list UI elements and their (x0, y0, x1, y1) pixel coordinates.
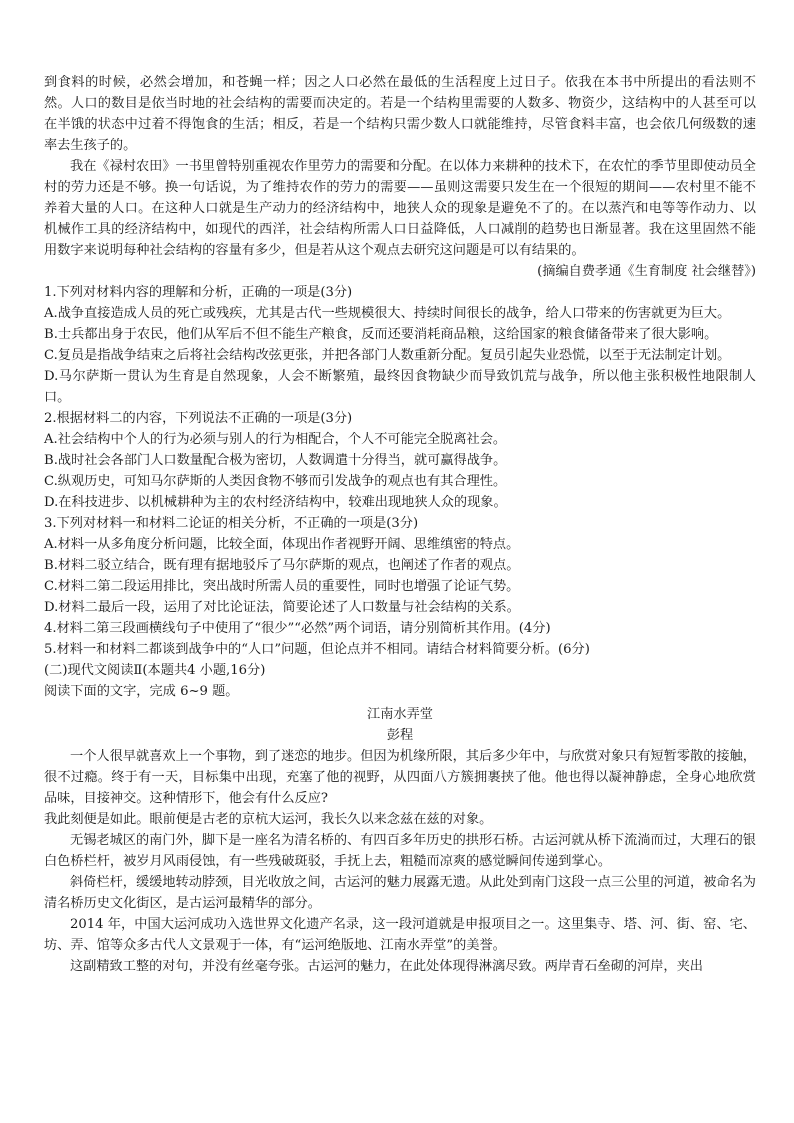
question-2-option-d: D.在科技进步、以机械耕种为主的农村经济结构中，较难出现地狭人众的现象。 (44, 495, 507, 510)
question-1-option-b: B.士兵都出身于农民，他们从军后不但不能生产粮食，反而还要消耗商品粮，这给国家的粮食储备带来了很大影响。 (44, 327, 718, 342)
question-1-option-c: C.复员是指战争结束之后将社会结构改弦更张，并把各部门人数重新分配。复员引起失业恐慌，以至于无法制定计划。 (44, 348, 731, 363)
passage2-paragraph: 这副精致工整的对句，并没有丝毫夸张。古运河的魅力，在此处体现得淋漓尽致。两岸青石垒砌的河岸，夹出 (70, 959, 703, 974)
section-instruction: 阅读下面的文字，完成 6~9 题。 (44, 684, 239, 699)
question-2-option-b: B.战时社会各部门人口数量配合极为密切，人数调遣十分得当，就可赢得战争。 (44, 453, 507, 468)
question-4: 4.材料二第三段画横线句子中使用了“很少”“必然”两个词语，请分别简析其作用。(4分) (44, 621, 551, 636)
passage2-paragraph: 我此刻便是如此。眼前便是古老的京杭大运河，我长久以来念兹在兹的对象。 (44, 812, 493, 827)
question-2-option-c: C.纵观历史，可知马尔萨斯的人类因食物不够而引发战争的观点也有其合理性。 (44, 474, 507, 489)
question-1-stem: 1.下列对材料内容的理解和分析，正确的一项是(3分) (44, 285, 353, 300)
section-heading: (二)现代文阅读Ⅱ(本题共4 小题,16分) (44, 663, 266, 678)
question-3-option-d: D.材料二最后一段，运用了对比论证法，简要论述了人口数量与社会结构的关系。 (44, 600, 520, 615)
source-citation: (摘编自费孝通《生育制度 社会继替》) (537, 264, 756, 279)
question-3-stem: 3.下列对材料一和材料二论证的相关分析，不正确的一项是(3分) (44, 516, 419, 531)
question-3-option-a: A.材料一从多角度分析问题，比较全面，体现出作者视野开阔、思维缜密的特点。 (44, 537, 520, 552)
question-5: 5.材料一和材料二都谈到战争中的“人口”问题，但论点并不相同。请结合材料简要分析。(6分) (44, 642, 590, 657)
exam-page (44, 72, 756, 977)
passage1-paragraph: 我在《禄村农田》一书里曾特别重视农作里劳力的需要和分配。在以体力来耕种的技术下，在农忙的季节里即使动员全村的劳力还是不够。换一句话说，为了维持农作的劳力的需要——虽则这需要只发生在一个很短的期间——农村里不能不养着大量的人口。在这种人口就是生产动力的经济结构中，地狭人众的现象是避免不了的。在以蒸汽和电等等作动力、以机械作工具的经济结构中，如现代的西洋，社会结构所需人口日益降低，人口减削的趋势也日渐显著。我在这里固然不能用数字来说明每种社会结构的容量有多少，但是若从这个观点去研究这问题是可以有结果的。 (44, 159, 756, 258)
question-2-stem: 2.根据材料二的内容，下列说法不正确的一项是(3分) (44, 411, 353, 426)
passage2-paragraph: 无锡老城区的南门外，脚下是一座名为清名桥的、有四百多年历史的拱形石桥。古运河就从桥下流淌而过，大理石的银白色桥栏杆，被岁月风雨侵蚀，有一些残破斑驳，手抚上去，粗糙而凉爽的感觉瞬间传递到掌心。 (44, 833, 756, 869)
question-3-option-c: C.材料二第二段运用排比，突出战时所需人员的重要性，同时也增强了论证气势。 (44, 579, 520, 594)
passage2-paragraph: 斜倚栏杆，缓缓地转动脖颈，目光收放之间，古运河的魅力展露无遗。从此处到南门这段一点三公里的河道，被命名为清名桥历史文化街区，是古运河最精华的部分。 (44, 875, 756, 911)
question-3-option-b: B.材料二驳立结合，既有理有据地驳斥了马尔萨斯的观点，也阐述了作者的观点。 (44, 558, 520, 573)
article-author: 彭程 (386, 728, 414, 743)
passage1-paragraph: 到食料的时候，必然会增加，和苍蝇一样；因之人口必然在最低的生活程度上过日子。依我在本书中所提出的看法则不然。人口的数目是依当时地的社会结构的需要而决定的。若是一个结构里需要的人数多、物资少，这结构中的人甚至可以在半饿的状态中过着不得饱食的生活；相反，若是一个结构只需少数人口就能维持，尽管食料丰富，也会依几何级数的速率去生孩子的。 (44, 75, 756, 153)
question-1-option-d: D.马尔萨斯一贯认为生育是自然现象，人会不断繁殖，最终因食物缺少而导致饥荒与战争，所以他主张积极性地限制人口。 (44, 369, 756, 405)
article-title: 江南水弄堂 (367, 707, 433, 722)
passage2-paragraph: 一个人很早就喜欢上一个事物，到了迷恋的地步。但因为机缘所限，其后多少年中，与欣赏对象只有短暂零散的接触，很不过瘾。终于有一天，目标集中出现，充塞了他的视野，从四面八方簇拥裹挟了他。他也得以凝神静虑，全身心地欣赏品味，目接神交。这种情形下，他会有什么反应? (44, 749, 756, 806)
question-2-option-a: A.社会结构中个人的行为必须与别人的行为相配合，个人不可能完全脱离社会。 (44, 432, 507, 447)
question-1-option-a: A.战争直接造成人员的死亡或残疾，尤其是古代一些规模很大、持续时间很长的战争，给人口带来的伤害就更为巨大。 (44, 306, 731, 321)
passage2-paragraph: 2014 年，中国大运河成功入选世界文化遗产名录，这一段河道就是申报项目之一。这里集寺、塔、河、街、窑、宅、坊、弄、馆等众多古代人文景观于一体，有“运河绝版地、江南水弄堂”的美誉。 (44, 917, 756, 953)
